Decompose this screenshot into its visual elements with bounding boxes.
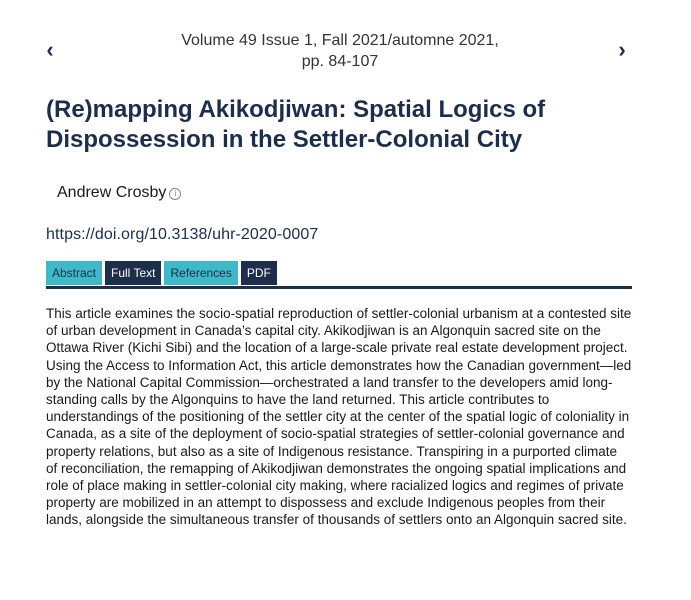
tab-pdf[interactable]: PDF: [241, 261, 277, 285]
issue-info: [120, 30, 560, 72]
tab-references[interactable]: References: [164, 261, 237, 285]
article-tabs: [46, 261, 277, 285]
article-title-line-2: Dispossession in the Settler-Colonial City: [46, 126, 523, 153]
tab-full-text[interactable]: Full Text: [105, 261, 161, 285]
issue-pages-line: pp. 84-107: [301, 53, 379, 70]
previous-article-arrow-icon[interactable]: ‹: [46, 37, 54, 62]
abstract-text: This article examines the socio-spatial reproduction of settler-colonial urbanism at a contested site of urban development in Canada’s capital city. Akikodjiwan is an Algonquin sacred site on the Ottawa River (Kichi Sibi) and the location of a large-scale private real estate development project. Using the Access to Information Act, this article demonstrates how the Canadian government—led by the National Capital Commission—orchestrated a land transfer to the developers amid long-standing calls by the Algonquins to have the land returned. This article contributes to understandings of the positioning of the settler city at the center of the spatial logic of coloniality in Canada, as a site of the deployment of socio-spatial strategies of settler-colonial governance and property relations, but also as a site of Indigenous resistance. Transpiring in a purported climate of reconciliation, the remapping of Akikodjiwan demonstrates the ongoing spatial implications and role of place making in settler-colonial city making, where racialized logics and regimes of private property are mobilized in an attempt to dispossess and exclude Indigenous peoples from their lands, alongside the simultaneous transfer of thousands of settlers onto an Algonquin sacred site.: [46, 306, 632, 528]
issue-volume-line: Volume 49 Issue 1, Fall 2021/automne 2021,: [181, 32, 499, 49]
article-title-line-1: (Re)mapping Akikodjiwan: Spatial Logics of: [46, 96, 546, 123]
tab-abstract[interactable]: Abstract: [46, 261, 102, 285]
next-article-arrow-icon[interactable]: ›: [618, 37, 626, 62]
author-name[interactable]: Andrew Crosby: [57, 184, 167, 201]
author-row: [57, 184, 181, 202]
doi-link[interactable]: https://doi.org/10.3138/uhr-2020-0007: [46, 226, 319, 243]
author-info-icon[interactable]: i: [169, 188, 181, 200]
article-title: [46, 95, 646, 155]
tab-divider: [46, 286, 632, 289]
